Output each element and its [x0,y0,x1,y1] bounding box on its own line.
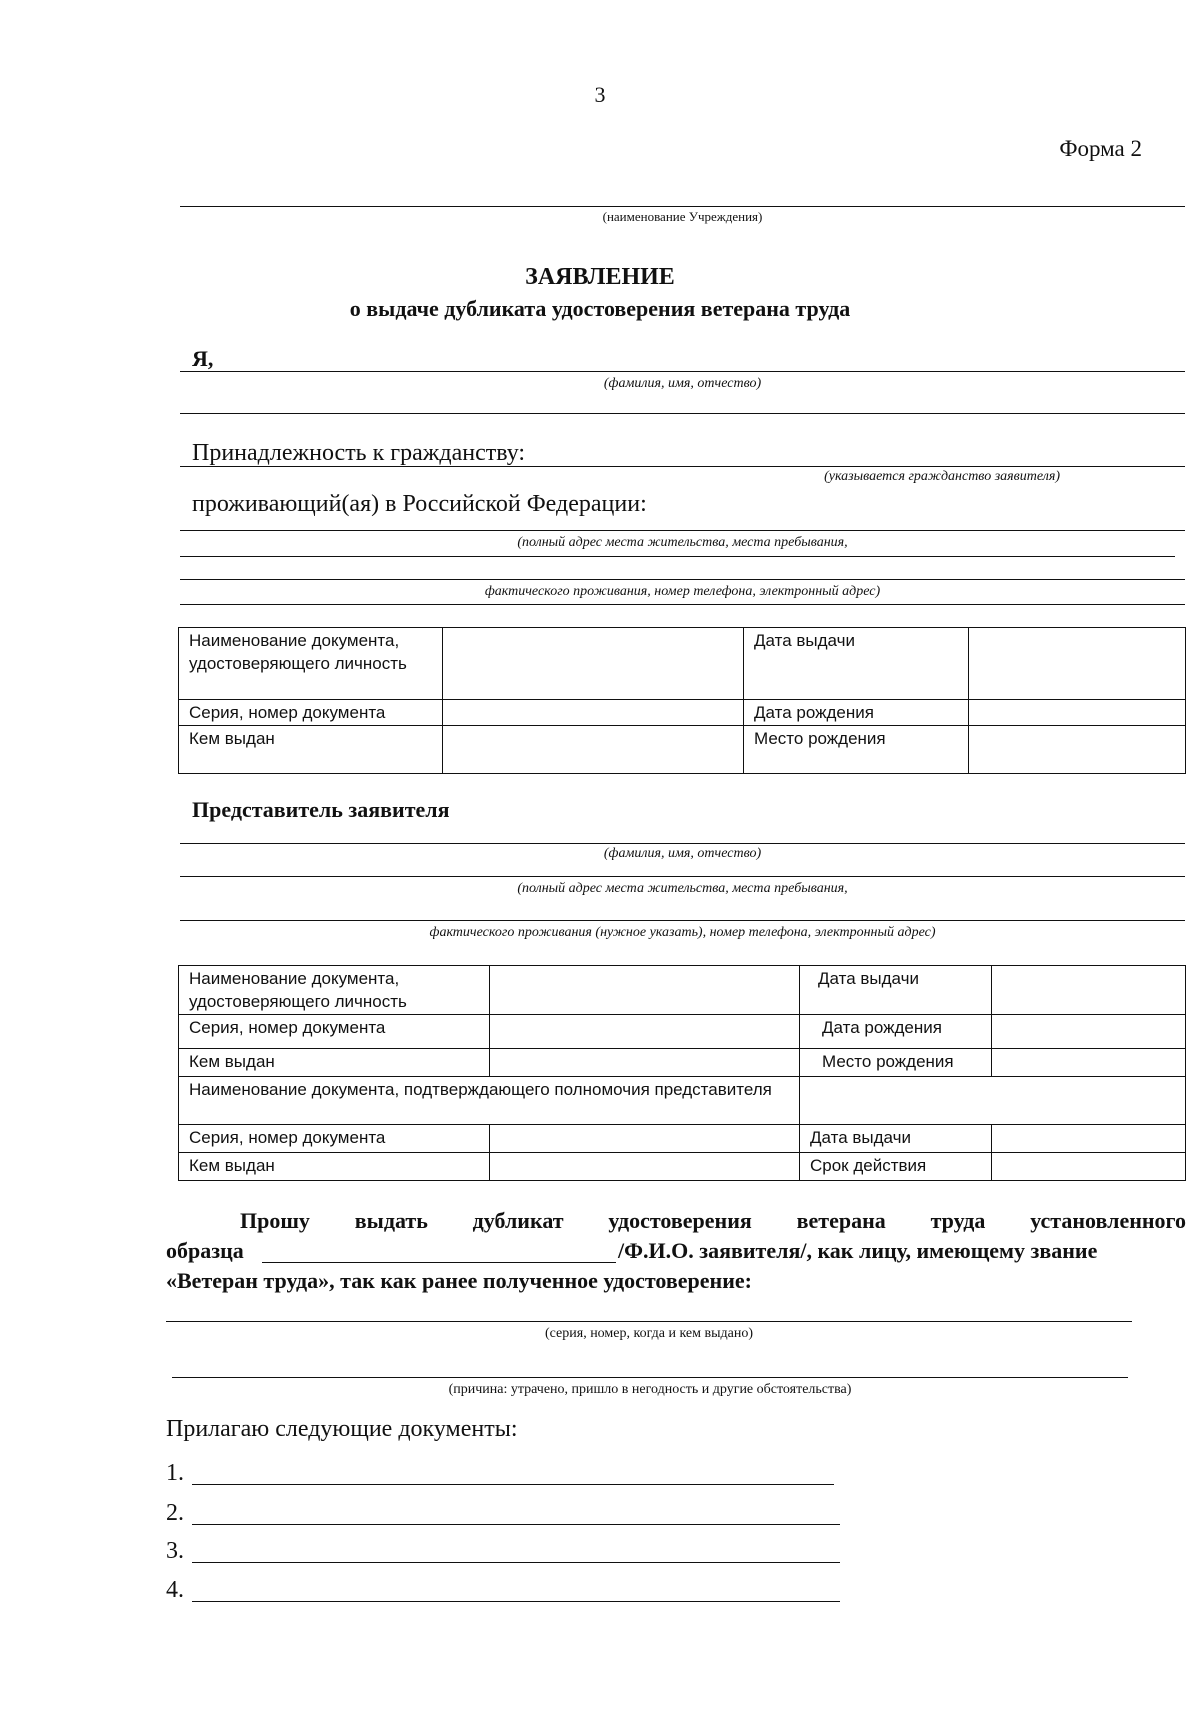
request-line-2-end: /Ф.И.О. заявителя/, как лицу, имеющему звание [618,1238,1098,1263]
attachment-item-number: 4. [166,1577,184,1603]
rep-doc-name-field[interactable] [490,966,800,1015]
rep-issue-date-label: Дата выдачи [800,966,992,1015]
rep-issued-by-label: Кем выдан [179,1049,490,1077]
address-caption-2: фактического проживания, номер телефона, электронный адрес) [484,584,881,599]
attachment-item-line[interactable] [192,1524,840,1525]
rep-birth-place-label: Место рождения [800,1049,992,1077]
representative-address-caption-1: (полный адрес места жительства, места пребывания, [517,881,848,896]
rep-issue-date-field[interactable] [992,966,1186,1015]
certificate-details-line[interactable] [166,1321,1132,1322]
document-subtitle: о выдаче дубликата удостоверения ветерана труда [349,296,851,321]
rep-doc-name-label: Наименование документа, удостоверяющего личность [179,966,490,1015]
representative-document-table [178,965,1186,1181]
applicant-doc-name-label: Наименование документа, удостоверяющего личность [179,628,443,700]
attachment-item-number: 3. [166,1538,184,1564]
form-label: Форма 2 [1059,136,1142,161]
attachment-item-number: 2. [166,1500,184,1526]
rep-authority-doc-label: Наименование документа, подтверждающего полномочия представителя [179,1077,800,1125]
applicant-doc-name-field[interactable] [443,628,744,700]
applicant-issue-date-label: Дата выдачи [744,628,969,700]
rep-birth-date-field[interactable] [992,1015,1186,1049]
applicant-fio-line[interactable] [262,1262,616,1263]
attachments-label: Прилагаю следующие документы: [166,1416,518,1442]
applicant-document-table [178,627,1186,774]
page-number: 3 [594,82,606,107]
applicant-issued-by-field[interactable] [443,726,744,774]
representative-heading: Представитель заявителя [192,797,450,822]
applicant-issued-by-label: Кем выдан [179,726,443,774]
address-line-1[interactable] [180,556,1175,557]
rep-series-label: Серия, номер документа [179,1015,490,1049]
applicant-name-line[interactable] [180,371,1185,372]
citizenship-line[interactable] [180,466,1185,467]
attachment-item-line[interactable] [192,1601,840,1602]
applicant-series-field[interactable] [443,700,744,726]
rep-authority-doc-field[interactable] [800,1077,1186,1125]
rep-series-field[interactable] [490,1015,800,1049]
rep-authority-issue-date-label: Дата выдачи [800,1125,992,1153]
reason-line[interactable] [172,1377,1128,1378]
residence-line[interactable] [180,530,1185,531]
representative-address-line-2[interactable] [180,920,1185,921]
representative-address-caption-2: фактического проживания (нужное указать), номер телефона, электронный адрес) [429,925,936,940]
residence-label: проживающий(ая) в Российской Федерации: [192,491,647,517]
rep-birth-date-label: Дата рождения [800,1015,992,1049]
applicant-birth-date-field[interactable] [969,700,1186,726]
rep-authority-series-field[interactable] [490,1125,800,1153]
reason-caption: (причина: утрачено, пришло в негодность и другие обстоятельства) [448,1382,852,1397]
applicant-issue-date-field[interactable] [969,628,1186,700]
rep-birth-place-field[interactable] [992,1049,1186,1077]
rep-validity-label: Срок действия [800,1153,992,1181]
institution-caption: (наименование Учреждения) [602,209,763,224]
request-line-1: Прошу выдать дубликат удостоверения ветерана труда установленного [240,1208,1186,1233]
certificate-details-caption: (серия, номер, когда и кем выдано) [545,1326,753,1341]
applicant-series-label: Серия, номер документа [179,700,443,726]
address-caption-1: (полный адрес места жительства, места пребывания, [517,535,848,550]
rep-authority-issue-date-field[interactable] [992,1125,1186,1153]
citizenship-caption: (указывается гражданство заявителя) [824,469,1060,484]
representative-name-line[interactable] [180,843,1185,844]
address-line-3[interactable] [180,604,1185,605]
applicant-birth-place-label: Место рождения [744,726,969,774]
applicant-name-caption: (фамилия, имя, отчество) [603,376,762,391]
applicant-birth-date-label: Дата рождения [744,700,969,726]
document-title: ЗАЯВЛЕНИЕ [525,264,675,290]
rep-issued-by-field[interactable] [490,1049,800,1077]
representative-address-line-1[interactable] [180,876,1185,877]
address-line-2[interactable] [180,579,1185,580]
applicant-prefix: Я, [192,346,214,371]
rep-authority-issued-by-label: Кем выдан [179,1153,490,1181]
rep-authority-issued-by-field[interactable] [490,1153,800,1181]
rep-authority-series-label: Серия, номер документа [179,1125,490,1153]
rep-validity-field[interactable] [992,1153,1186,1181]
attachment-item-line[interactable] [192,1562,840,1563]
institution-line[interactable] [180,206,1185,207]
attachment-item-number: 1. [166,1460,184,1486]
representative-name-caption: (фамилия, имя, отчество) [603,846,762,861]
citizenship-label: Принадлежность к гражданству: [192,440,526,466]
request-line-3: «Ветеран труда», так как ранее полученное удостоверение: [166,1268,752,1293]
attachment-item-line[interactable] [192,1484,834,1485]
applicant-birth-place-field[interactable] [969,726,1186,774]
request-line-2-start: образца [166,1238,244,1263]
applicant-name-line-2[interactable] [180,413,1185,414]
